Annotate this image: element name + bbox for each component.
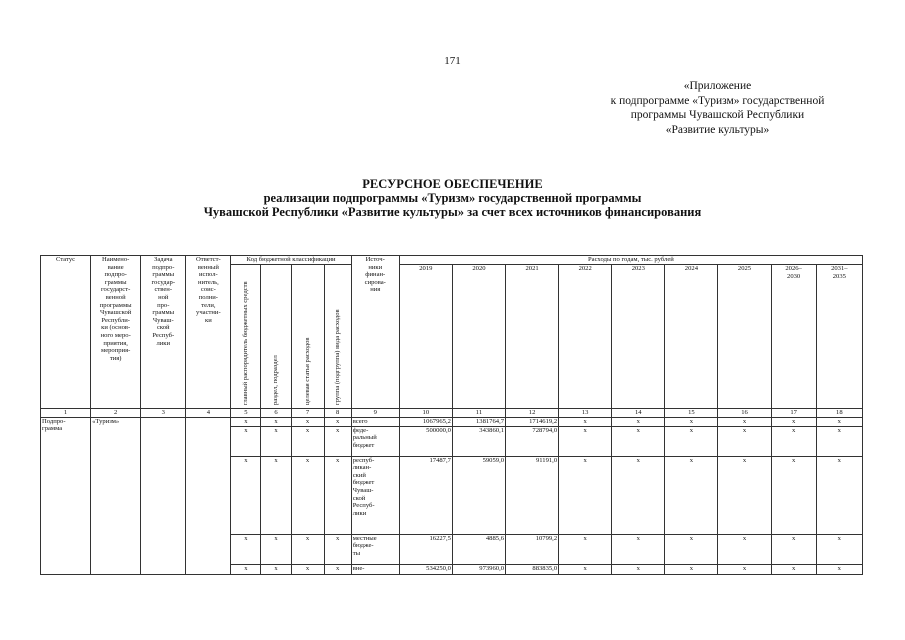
header-year: 2020 (452, 265, 505, 409)
code-cell: x (291, 426, 324, 456)
code-cell: x (231, 564, 261, 574)
code-cell: x (261, 417, 291, 426)
header-responsible: Ответст- венный испол- нитель, соис- полни- тели, участни- ки (186, 256, 231, 409)
value-cell: x (718, 456, 771, 534)
value-cell: x (559, 426, 612, 456)
appendix-line: программы Чувашской Республики (630, 109, 805, 121)
code-cell: x (324, 564, 351, 574)
value-cell: 10799,2 (506, 534, 559, 564)
value-cell: x (771, 417, 816, 426)
value-cell: x (816, 534, 862, 564)
document-title (0, 177, 905, 219)
value-cell: x (612, 456, 665, 534)
column-number-row (41, 408, 863, 417)
value-cell: x (559, 417, 612, 426)
value-cell: x (559, 564, 612, 574)
code-cell: x (291, 564, 324, 574)
value-cell: 16227,5 (399, 534, 452, 564)
value-cell: x (816, 564, 862, 574)
value-cell: 534250,0 (399, 564, 452, 574)
header-source: Источ- ники финан- сирова- ния (351, 256, 399, 409)
code-cell: x (231, 534, 261, 564)
title-line: Чувашской Республики «Развитие культуры» за счет всех источников финансирования (203, 205, 702, 219)
value-cell: 4885,6 (452, 534, 505, 564)
value-cell: 17487,7 (399, 456, 452, 534)
header-year: 2031– 2035 (816, 265, 862, 409)
code-cell: x (231, 456, 261, 534)
code-cell: x (291, 456, 324, 534)
code-cell: x (231, 417, 261, 426)
col-number: 15 (665, 408, 718, 417)
source-cell: феде- ральный бюджет (351, 426, 399, 456)
header-code-grbs: главный распорядитель бюджетных средств (231, 265, 261, 409)
value-cell: x (665, 426, 718, 456)
value-cell: x (816, 456, 862, 534)
col-number: 17 (771, 408, 816, 417)
header-budget-code: Код бюджетной классификации (231, 256, 351, 265)
code-cell: x (231, 426, 261, 456)
col-number: 14 (612, 408, 665, 417)
value-cell: 59059,0 (452, 456, 505, 534)
col-number: 9 (351, 408, 399, 417)
col-number: 5 (231, 408, 261, 417)
value-cell: 343860,1 (452, 426, 505, 456)
header-year: 2022 (559, 265, 612, 409)
header-year: 2023 (612, 265, 665, 409)
col-number: 6 (261, 408, 291, 417)
code-cell: x (261, 564, 291, 574)
header-year: 2019 (399, 265, 452, 409)
col-number: 8 (324, 408, 351, 417)
title-line: реализации подпрограммы «Туризм» государственной программы (263, 191, 642, 205)
source-cell: всего (351, 417, 399, 426)
value-cell: x (665, 456, 718, 534)
col-number: 12 (506, 408, 559, 417)
header-year: 2026– 2030 (771, 265, 816, 409)
col-number: 2 (91, 408, 141, 417)
value-cell: x (718, 417, 771, 426)
col-number: 7 (291, 408, 324, 417)
value-cell: 973960,0 (452, 564, 505, 574)
name-cell: «Туризм» (91, 417, 141, 574)
value-cell: x (612, 426, 665, 456)
col-number: 1 (41, 408, 91, 417)
code-cell: x (324, 426, 351, 456)
code-cell: x (261, 456, 291, 534)
value-cell: x (612, 534, 665, 564)
value-cell: 500000,0 (399, 426, 452, 456)
header-code-target: целевая статья расходов (291, 265, 324, 409)
header-year: 2024 (665, 265, 718, 409)
value-cell: x (771, 564, 816, 574)
status-cell: Подпро- грамма (41, 417, 91, 574)
value-cell: x (612, 417, 665, 426)
source-cell: вне- (351, 564, 399, 574)
source-cell: респуб- ликан- ский бюджет Чуваш- ской Респуб- лики (351, 456, 399, 534)
header-expenses: Расходы по годам, тыс. рублей (399, 256, 862, 265)
value-cell: x (665, 417, 718, 426)
task-cell (141, 417, 186, 574)
code-cell: x (261, 426, 291, 456)
col-number: 18 (816, 408, 862, 417)
header-code-group: группа (подгруппа) вида расходов (324, 265, 351, 409)
value-cell: 1067965,2 (399, 417, 452, 426)
header-status: Статус (41, 256, 91, 409)
header-year: 2021 (506, 265, 559, 409)
responsible-cell (186, 417, 231, 574)
appendix-note (540, 79, 895, 137)
code-cell: x (261, 534, 291, 564)
value-cell: x (771, 426, 816, 456)
value-cell: x (718, 564, 771, 574)
col-number: 10 (399, 408, 452, 417)
table-row (41, 417, 863, 426)
value-cell: 728794,0 (506, 426, 559, 456)
col-number: 13 (559, 408, 612, 417)
code-cell: x (291, 417, 324, 426)
page-number: 171 (444, 55, 461, 67)
value-cell: x (718, 426, 771, 456)
header-code-section: раздел, подраздел (261, 265, 291, 409)
value-cell: x (816, 426, 862, 456)
col-number: 4 (186, 408, 231, 417)
value-cell: x (771, 534, 816, 564)
value-cell: x (771, 456, 816, 534)
value-cell: x (665, 534, 718, 564)
code-cell: x (324, 534, 351, 564)
value-cell: x (665, 564, 718, 574)
col-number: 3 (141, 408, 186, 417)
code-cell: x (324, 417, 351, 426)
value-cell: 1381764,7 (452, 417, 505, 426)
resource-table (40, 255, 863, 575)
value-cell: x (816, 417, 862, 426)
value-cell: 91191,0 (506, 456, 559, 534)
source-cell: местные бюдже- ты (351, 534, 399, 564)
value-cell: x (559, 456, 612, 534)
code-cell: x (291, 534, 324, 564)
col-number: 11 (452, 408, 505, 417)
value-cell: x (559, 534, 612, 564)
header-year: 2025 (718, 265, 771, 409)
col-number: 16 (718, 408, 771, 417)
value-cell: 1714619,2 (506, 417, 559, 426)
appendix-line: «Развитие культуры» (665, 123, 770, 136)
value-cell: x (718, 534, 771, 564)
value-cell: 883835,0 (506, 564, 559, 574)
title-line: РЕСУРСНОЕ ОБЕСПЕЧЕНИЕ (362, 177, 543, 191)
value-cell: x (612, 564, 665, 574)
code-cell: x (324, 456, 351, 534)
appendix-line: «Приложение (683, 80, 752, 92)
header-task: Задача подпро- граммы государ- ствен- ной про- граммы Чуваш- ской Респуб- лики (141, 256, 186, 409)
header-name: Наимено- вание подпро- граммы государст- венной программы Чувашской Республи- ки (основ- ного меро- приятия, мероприя- тия) (91, 256, 141, 409)
appendix-line: к подпрограмме «Туризм» государственной (610, 94, 825, 107)
